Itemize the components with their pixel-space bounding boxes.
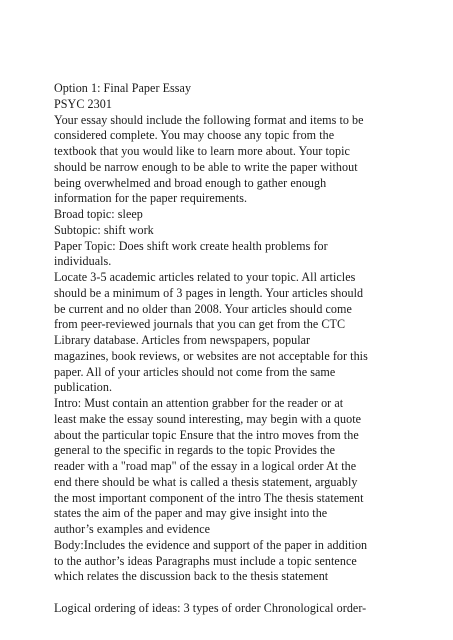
blank-line	[54, 585, 404, 601]
paper-topic-line: Paper Topic: Does shift work create health problems for	[54, 238, 328, 253]
text-line: the most important component of the intro The thesis statement	[54, 490, 364, 505]
text-line: author’s examples and evidence	[54, 522, 211, 536]
text-line: to the author’s ideas Paragraphs must include a topic sentence	[54, 553, 357, 568]
text-line: information for the paper requirements.	[54, 191, 248, 206]
text-line: textbook that you would like to learn more about. Your topic	[54, 144, 350, 158]
text-line: which relates the discussion back to the thesis statement	[54, 569, 329, 584]
text-line: should be a minimum of 3 pages in length. Your articles should	[54, 285, 364, 300]
text-line: should be narrow enough to be able to write the paper without	[54, 159, 358, 174]
text-line: end there should be what is called a thesis statement, arguably	[54, 474, 358, 489]
broad-topic-line: Broad topic: sleep	[54, 207, 143, 221]
body-line: Body:Includes the evidence and support of the paper in addition	[54, 537, 368, 552]
intro-line: Intro: Must contain an attention grabber for the reader or at	[54, 396, 344, 410]
text-line: be current and no older than 2008. Your articles should come	[54, 301, 352, 316]
document-body	[54, 81, 404, 617]
text-line: magazines, book reviews, or websites are not acceptable for this	[54, 348, 368, 363]
text-line: individuals.	[54, 254, 112, 269]
text-line: general to the specific in regards to the topic Provides the	[54, 443, 336, 458]
text-line: considered complete. You may choose any topic from the	[54, 128, 335, 143]
subtopic-line: Subtopic: shift work	[54, 222, 154, 237]
text-line: Locate 3-5 academic articles related to your topic. All articles	[54, 270, 356, 284]
text-line: about the particular topic Ensure that the intro moves from the	[54, 427, 359, 442]
text-line: Your essay should include the following format and items to be	[54, 112, 364, 127]
text-line: from peer-reviewed journals that you can get from the CTC	[54, 317, 346, 332]
logical-ordering-line: Logical ordering of ideas: 3 types of order Chronological order-	[54, 600, 367, 615]
text-line: Library database. Articles from newspapers, popular	[54, 333, 311, 347]
text-line: least make the essay sound interesting, may begin with a quote	[54, 411, 362, 426]
text-line: being overwhelmed and broad enough to gather enough	[54, 175, 327, 190]
course-code: PSYC 2301	[54, 96, 112, 111]
text-line: states the aim of the paper and may give insight into the	[54, 506, 328, 521]
text-line: reader with a "road map" of the essay in a logical order At the	[54, 459, 357, 473]
text-line: paper. All of your articles should not come from the same	[54, 364, 336, 379]
document-title: Option 1: Final Paper Essay	[54, 81, 192, 95]
text-line: publication.	[54, 380, 113, 395]
